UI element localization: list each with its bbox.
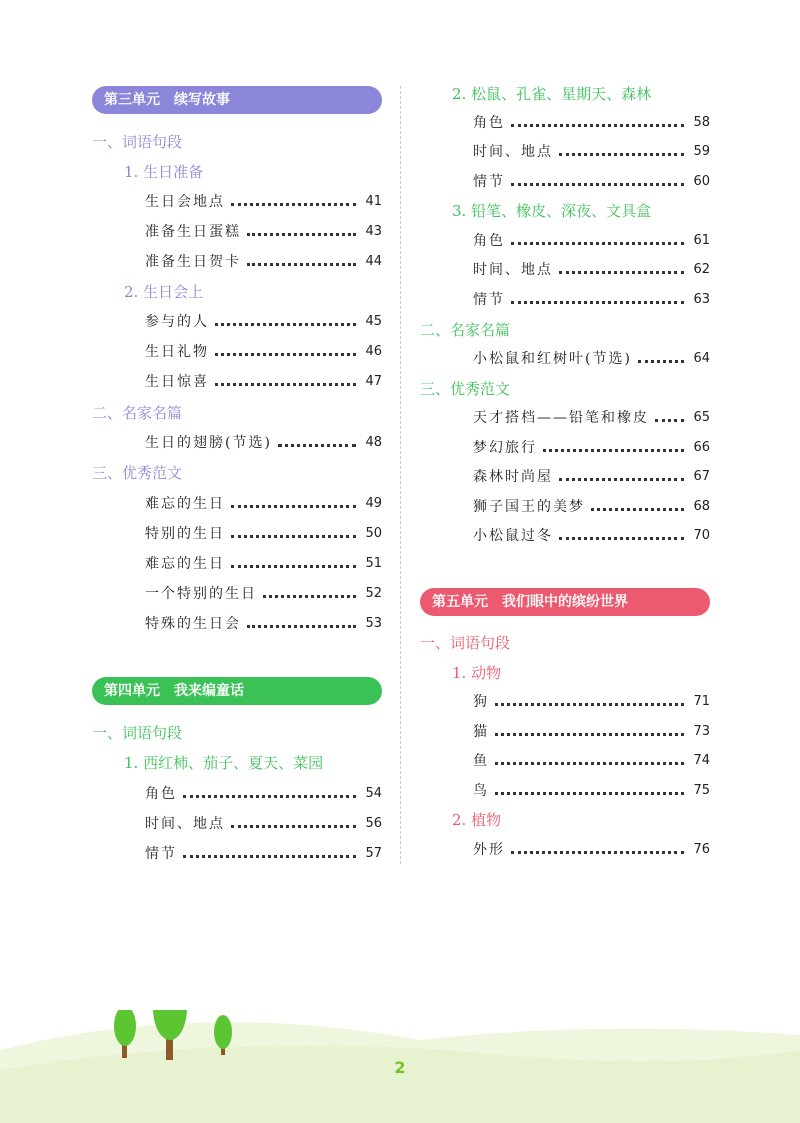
toc-entry[interactable] (473, 408, 710, 428)
toc-entry[interactable] (145, 342, 382, 362)
toc-entry-title: 难忘的生日 (145, 556, 225, 572)
toc-entry-title: 鱼 (473, 753, 489, 769)
dot-leader (278, 444, 356, 447)
toc-entry[interactable] (145, 554, 382, 574)
dot-leader (559, 478, 684, 481)
dot-leader (511, 301, 684, 304)
toc-entry[interactable] (473, 467, 710, 487)
toc-entry-page: 76 (693, 842, 710, 857)
toc-entry-page: 64 (693, 351, 710, 366)
toc-entry-title: 时间、地点 (473, 262, 553, 278)
toc-entry-title: 情节 (473, 174, 505, 190)
dot-leader (183, 795, 356, 798)
toc-entry-title: 时间、地点 (473, 144, 553, 160)
toc-entry-title: 时间、地点 (145, 816, 225, 832)
dot-leader (231, 505, 356, 508)
dot-leader (591, 508, 684, 511)
dot-leader (183, 855, 356, 858)
dot-leader (263, 595, 356, 598)
toc-entry-title: 小松鼠和红树叶(节选) (473, 351, 632, 367)
toc-entry-title: 准备生日蛋糕 (145, 224, 241, 240)
toc-entry-title: 梦幻旅行 (473, 440, 537, 456)
toc-entry-page: 70 (693, 528, 710, 543)
toc-entry-page: 71 (693, 694, 710, 709)
dot-leader (231, 825, 356, 828)
toc-entry-title: 特殊的生日会 (145, 616, 241, 632)
unit-5-subsection-1[interactable]: 1. 动物 (452, 664, 502, 682)
unit-3-section-samples[interactable]: 三、优秀范文 (92, 464, 183, 482)
toc-entry-page: 67 (693, 469, 710, 484)
toc-entry-page: 61 (693, 233, 710, 248)
dot-leader (511, 242, 684, 245)
toc-entry[interactable] (145, 784, 382, 804)
dot-leader (638, 360, 684, 363)
dot-leader (511, 124, 684, 127)
toc-entry-page: 68 (693, 499, 710, 514)
toc-entry-title: 情节 (473, 292, 505, 308)
toc-entry[interactable] (473, 172, 710, 192)
toc-entry-title: 狮子国王的美梦 (473, 499, 585, 515)
toc-entry-title: 猫 (473, 724, 489, 740)
toc-entry[interactable] (145, 222, 382, 242)
dot-leader (495, 733, 684, 736)
toc-entry-title: 外形 (473, 842, 505, 858)
toc-entry-page: 50 (365, 526, 382, 541)
unit-4-banner[interactable]: 第四单元 我来编童话 (92, 677, 382, 705)
dot-leader (247, 625, 356, 628)
toc-entry-title: 鸟 (473, 783, 489, 799)
unit-4-section-samples[interactable]: 三、优秀范文 (420, 380, 511, 398)
dot-leader (511, 183, 684, 186)
page-number: 2 (394, 1058, 406, 1077)
toc-entry-page: 41 (365, 194, 382, 209)
dot-leader (495, 762, 684, 765)
toc-entry[interactable] (473, 722, 710, 742)
toc-entry[interactable] (145, 584, 382, 604)
toc-entry[interactable] (145, 614, 382, 634)
dot-leader (247, 233, 356, 236)
unit-3-banner[interactable]: 第三单元 续写故事 (92, 86, 382, 114)
toc-entry-title: 特别的生日 (145, 526, 225, 542)
toc-entry-page: 56 (365, 816, 382, 831)
toc-entry[interactable] (473, 692, 710, 712)
toc-entry[interactable] (145, 372, 382, 392)
toc-entry-page: 62 (693, 262, 710, 277)
dot-leader (559, 537, 684, 540)
toc-entry[interactable] (473, 349, 710, 369)
unit-4-section-words[interactable]: 一、词语句段 (92, 724, 183, 742)
toc-entry-page: 46 (365, 344, 382, 359)
toc-entry-page: 48 (365, 435, 382, 450)
dot-leader (231, 535, 356, 538)
toc-entry[interactable] (473, 142, 710, 162)
toc-entry-page: 75 (693, 783, 710, 798)
toc-entry-page: 53 (365, 616, 382, 631)
toc-entry-title: 小松鼠过冬 (473, 528, 553, 544)
unit-4-subsection-3[interactable]: 3. 铅笔、橡皮、深夜、文具盒 (452, 202, 652, 220)
toc-entry-page: 43 (365, 224, 382, 239)
unit-3-section-words[interactable]: 一、词语句段 (92, 133, 183, 151)
toc-entry[interactable] (473, 526, 710, 546)
toc-entry-page: 52 (365, 586, 382, 601)
toc-entry-page: 59 (693, 144, 710, 159)
toc-entry[interactable] (145, 433, 382, 453)
toc-entry-title: 生日礼物 (145, 344, 209, 360)
unit-4-subsection-2[interactable]: 2. 松鼠、孔雀、星期天、森林 (452, 85, 652, 103)
dot-leader (215, 383, 356, 386)
dot-leader (231, 565, 356, 568)
unit-5-subsection-2[interactable]: 2. 植物 (452, 811, 502, 829)
toc-entry[interactable] (145, 524, 382, 544)
toc-entry-page: 54 (365, 786, 382, 801)
dot-leader (559, 153, 684, 156)
toc-entry-page: 66 (693, 440, 710, 455)
toc-entry-title: 森林时尚屋 (473, 469, 553, 485)
toc-entry[interactable] (473, 497, 710, 517)
toc-entry[interactable] (473, 438, 710, 458)
toc-entry-page: 58 (693, 115, 710, 130)
dot-leader (247, 263, 356, 266)
toc-entry-title: 生日会地点 (145, 194, 225, 210)
toc-entry-page: 65 (693, 410, 710, 425)
toc-entry-title: 角色 (473, 115, 505, 131)
toc-entry-page: 44 (365, 254, 382, 269)
toc-entry[interactable] (473, 113, 710, 133)
toc-entry[interactable] (473, 231, 710, 251)
toc-entry[interactable] (473, 781, 710, 801)
toc-entry-page: 45 (365, 314, 382, 329)
toc-entry-page: 60 (693, 174, 710, 189)
unit-3-subsection-1[interactable]: 1. 生日准备 (124, 163, 204, 181)
dot-leader (215, 353, 356, 356)
unit-5-section-words[interactable]: 一、词语句段 (420, 634, 511, 652)
toc-entry[interactable] (145, 814, 382, 834)
unit-3-section-classics[interactable]: 二、名家名篇 (92, 404, 183, 422)
toc-entry[interactable] (473, 840, 710, 860)
toc-entry[interactable] (145, 312, 382, 332)
toc-entry-title: 准备生日贺卡 (145, 254, 241, 270)
toc-entry-title: 参与的人 (145, 314, 209, 330)
toc-entry-page: 47 (365, 374, 382, 389)
dot-leader (215, 323, 356, 326)
toc-entry-page: 57 (365, 846, 382, 861)
toc-entry-title: 情节 (145, 846, 177, 862)
toc-entry-page: 49 (365, 496, 382, 511)
toc-entry-title: 难忘的生日 (145, 496, 225, 512)
toc-entry-title: 角色 (473, 233, 505, 249)
toc-entry[interactable] (145, 844, 382, 864)
toc-entry-title: 生日的翅膀(节选) (145, 435, 272, 451)
toc-entry[interactable] (145, 252, 382, 272)
toc-entry-title: 天才搭档——铅笔和橡皮 (473, 410, 649, 426)
toc-entry-page: 63 (693, 292, 710, 307)
dot-leader (231, 203, 356, 206)
toc-entry-page: 73 (693, 724, 710, 739)
unit-3-subsection-2[interactable]: 2. 生日会上 (124, 283, 204, 301)
dot-leader (495, 792, 684, 795)
toc-entry[interactable] (473, 751, 710, 771)
unit-4-subsection-1[interactable]: 1. 西红柿、茄子、夏天、菜园 (124, 754, 324, 772)
toc-entry-title: 生日惊喜 (145, 374, 209, 390)
toc-entry[interactable] (473, 260, 710, 280)
dot-leader (543, 449, 684, 452)
toc-entry-page: 51 (365, 556, 382, 571)
toc-entry[interactable] (145, 192, 382, 212)
unit-5-banner[interactable]: 第五单元 我们眼中的缤纷世界 (420, 588, 710, 616)
dot-leader (655, 419, 684, 422)
unit-4-section-classics[interactable]: 二、名家名篇 (420, 321, 511, 339)
toc-entry-title: 角色 (145, 786, 177, 802)
toc-entry-page: 74 (693, 753, 710, 768)
column-divider (400, 86, 401, 864)
dot-leader (511, 851, 684, 854)
toc-entry[interactable] (473, 290, 710, 310)
toc-entry[interactable] (145, 494, 382, 514)
dot-leader (495, 703, 684, 706)
toc-entry-title: 一个特别的生日 (145, 586, 257, 602)
toc-entry-title: 狗 (473, 694, 489, 710)
dot-leader (559, 271, 684, 274)
